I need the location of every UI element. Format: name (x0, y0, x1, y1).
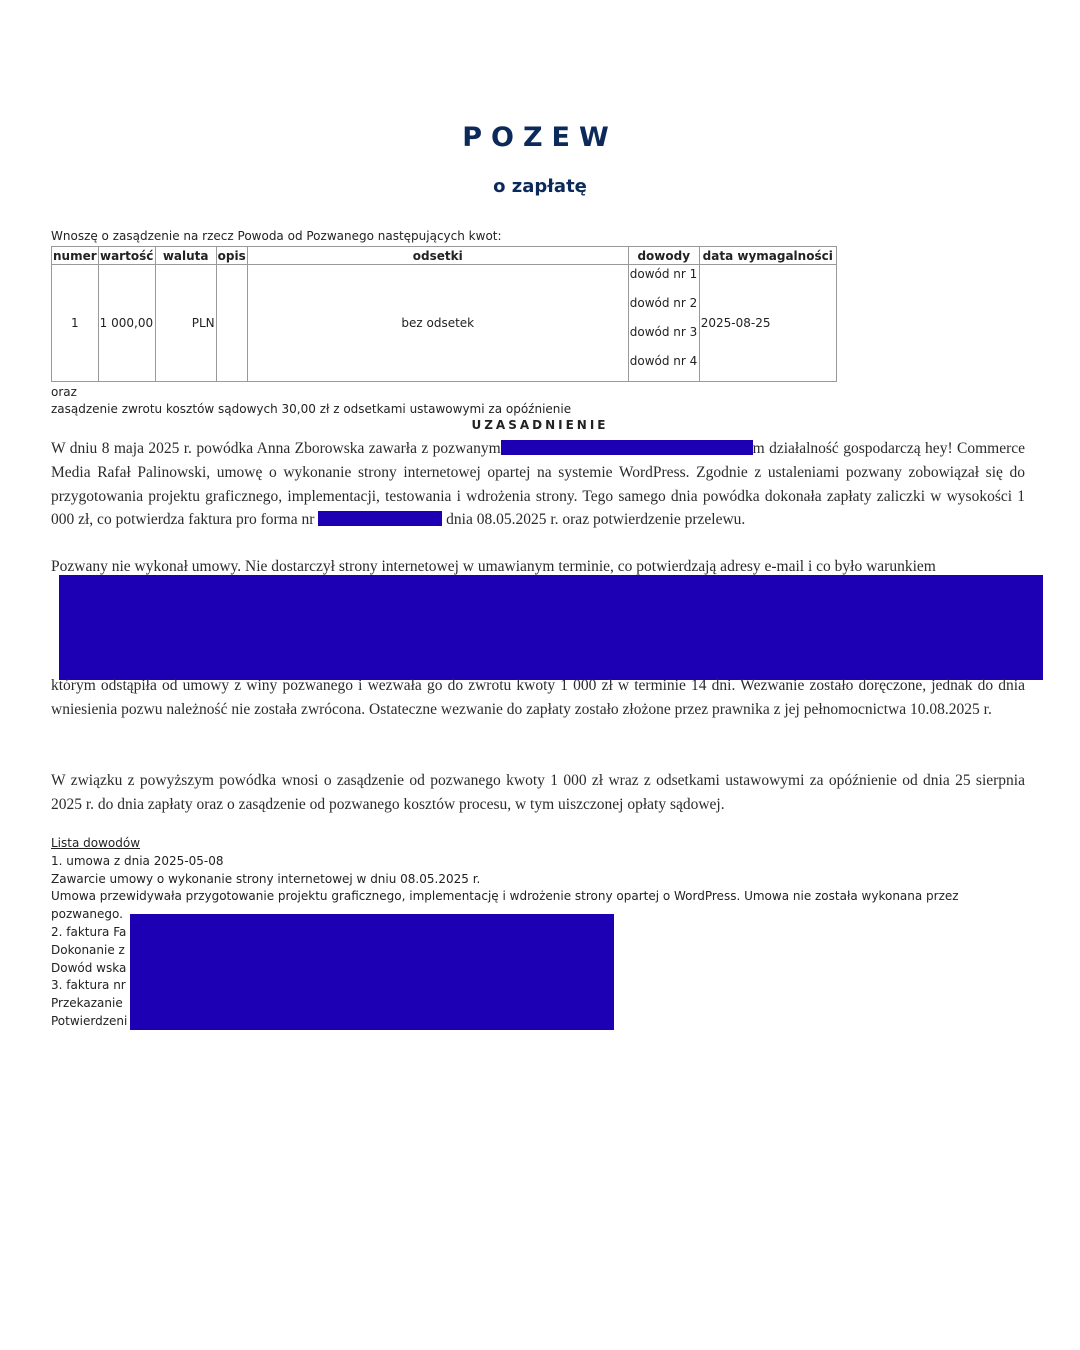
justification-paragraph-1 (51, 437, 1025, 532)
list-item: Zawarcie umowy o wykonanie strony internetowej w dniu 08.05.2025 r. (51, 871, 481, 886)
paragraph-text: W dniu 8 maja 2025 r. powódka Anna Zborowska zawarła z pozwanym (51, 440, 501, 457)
oraz-text: oraz (51, 385, 77, 399)
cell-odsetki: bez odsetek (247, 265, 628, 382)
document-title: POZEW (462, 122, 618, 153)
justification-paragraph-3: którym odstąpiła od umowy z winy pozwanego i wezwała go do zwrotu kwoty 1 000 zł w terminie 14 dni. Wezwanie zostało doręczone, jednak do dnia wniesienia pozwu należność nie została zwrócona. Ostateczne wezwanie do zapłaty zostało złożone przez prawnika z jej pełnomocnictwa 10.08.2025 r. (51, 677, 1025, 718)
col-header-odsetki: odsetki (247, 247, 628, 265)
list-item: 3. faktura nr (51, 978, 126, 993)
paragraph-text: dnia 08.05.2025 r. oraz potwierdzenie przelewu. (446, 511, 746, 529)
claims-table (51, 246, 837, 382)
cell-data-wymagalnosci: 2025-08-25 (699, 265, 836, 382)
col-header-dowody: dowody (628, 247, 699, 265)
justification-heading: UZASADNIENIE (471, 418, 609, 432)
cell-opis (216, 265, 247, 382)
list-item: Potwierdzeni (51, 1013, 128, 1028)
evidence-ref: dowód nr 1 (629, 267, 698, 281)
redaction-block (501, 440, 753, 455)
col-header-numer: numer (53, 248, 97, 263)
costs-text: zasądzenie zwrotu kosztów sądowych 30,00 zł z odsetkami ustawowymi za opóźnienie (51, 402, 572, 416)
justification-paragraph-2: Pozwany nie wykonał umowy. Nie dostarczył strony internetowej w umawianym terminie, co potwierdzają adresy e-mail i co było warunkiem (51, 558, 936, 575)
margin-mask (51, 578, 59, 670)
redaction-block (130, 914, 614, 1030)
col-header-data: data wymagalności (699, 247, 836, 265)
cell-numer: 1 (52, 265, 99, 382)
evidence-ref: dowód nr 3 (629, 325, 698, 339)
list-item: Przekazanie (51, 996, 123, 1011)
claims-table-header-row (52, 247, 837, 265)
col-header-wartosc: wartość (99, 248, 154, 263)
paragraph-text: m działalność gospodarczą hey! Commerce Media Rafał Palinowski, umowę o wykonanie strony internetowej opartej na systemie WordPress. Zgodnie z ustaleniami pozwany zobowiązał się do przygotowania projektu graficznego, implementacji, testowania i wdrożenia strony. Tego samego dnia powódka dokonała zapłaty zaliczki w wysokości 1 000 zł, co potwierdza faktura pro forma nr (51, 440, 1025, 529)
document-subtitle: o zapłatę (493, 176, 587, 197)
list-item: Umowa przewidywała przygotowanie projektu graficznego, implementację i wdrożenie strony opartej o WordPress. Umowa nie została wykonana przez pozwanego. (51, 889, 959, 922)
evidence-list-heading: Lista dowodów (51, 836, 141, 850)
cell-waluta: PLN (155, 265, 216, 382)
evidence-ref: dowód nr 4 (629, 354, 698, 368)
col-header-opis: opis (217, 248, 246, 263)
cell-wartosc: 1 000,00 (98, 265, 155, 382)
list-item: Dowód wska (51, 960, 127, 975)
claims-intro: Wnoszę o zasądzenie na rzecz Powoda od Pozwanego następujących kwot: (51, 229, 502, 243)
justification-paragraph-4: W związku z powyższym powódka wnosi o zasądzenie od pozwanego kwoty 1 000 zł wraz z odsetkami ustawowymi za opóźnienie od dnia 25 sierpnia 2025 r. do dnia zapłaty oraz o zasądzenie od pozwanego kosztów procesu, w tym uiszczonej opłaty sądowej. (51, 772, 1025, 813)
col-header-waluta: waluta (155, 247, 216, 265)
redaction-block (59, 575, 1043, 680)
evidence-ref: dowód nr 2 (629, 296, 698, 310)
list-item: 1. umowa z dnia 2025-05-08 (51, 853, 224, 868)
redaction-block (318, 511, 442, 526)
table-row (52, 265, 837, 382)
list-item: Dokonanie z (51, 942, 125, 957)
list-item: 2. faktura Fa (51, 924, 127, 939)
cell-dowody (628, 265, 699, 382)
